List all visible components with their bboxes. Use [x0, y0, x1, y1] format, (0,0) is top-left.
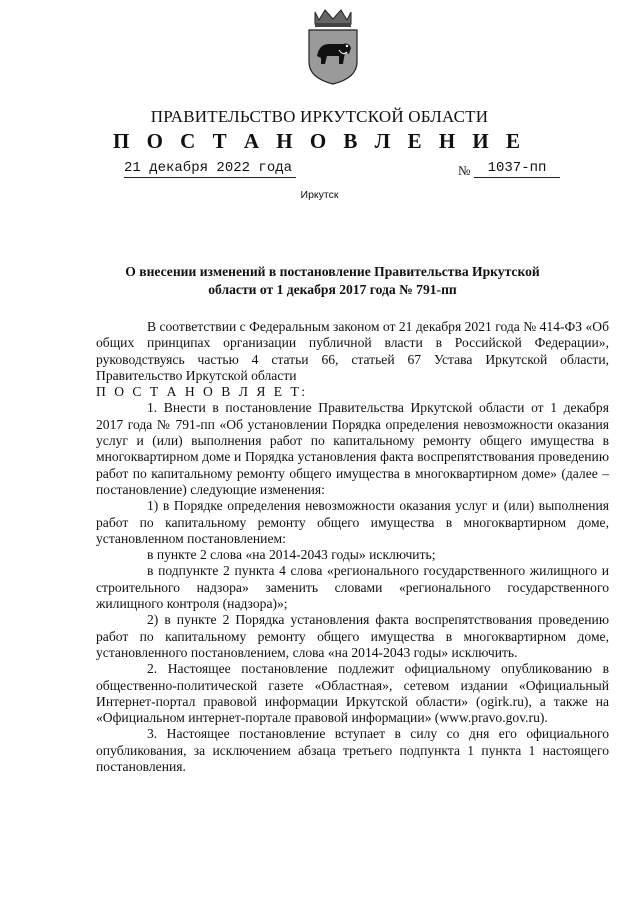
item-1-1-b: в подпункте 2 пункта 4 слова «регионального государственного жилищного и строительного надзора» заменить словами «регионального государственного жилищного контроля (надзора)»; — [96, 563, 609, 612]
city: Иркутск — [300, 189, 339, 201]
item-1-1: 1) в Порядке определения невозможности оказания услуг и (или) выполнения работ по капитальному ремонту общего имущества в многоквартирном доме, установленном постановлением: — [96, 498, 609, 546]
intro-paragraph: В соответствии с Федеральным законом от 21 декабря 2021 года № 414-ФЗ «Об общих принципах организации публичной власти в Российской Федерации», руководствуясь частью 4 статьи 66, статьей 67 Устава Иркутской области, Правительство Иркутской области — [96, 319, 609, 383]
postanovlyaet-heading: П О С Т А Н О В Л Я Е Т: — [96, 384, 308, 400]
authority-name: ПРАВИТЕЛЬСТВО ИРКУТСКОЙ ОБЛАСТИ — [150, 107, 489, 126]
document-body — [96, 319, 609, 775]
document-number: 1037-пп — [474, 160, 560, 178]
item-1-1-a: в пункте 2 слова «на 2014-2043 годы» исключить; — [147, 547, 436, 563]
coat-of-arms-icon — [303, 6, 363, 86]
item-2: 2. Настоящее постановление подлежит официальному опубликованию в общественно-политической газете «Областная», сетевом издании «Официальный Интернет-портал правовой информации Иркутской области» (ogirk.ru), а также на «Официальном интернет-портале правовой информации» (www.pravo.gov.ru). — [96, 661, 609, 726]
number-sign: № — [458, 163, 471, 178]
item-1-2: 2) в пункте 2 Порядка установления факта воспрепятствования проведению работ по капитальному ремонту общего имущества в многоквартирном доме, установленного постановлением, слова «на 2014-2043 годы» исключить. — [96, 612, 609, 660]
item-1: 1. Внести в постановление Правительства Иркутской области от 1 декабря 2017 года № 791-пп «Об установлении Порядка определения невозможности оказания услуг и (или) выполнения работ по капитальному ремонту общего имущества в многоквартирном доме и Порядка установления факта воспрепятствования проведению работ по капитальному ремонту общего имущества в многоквартирном доме» (далее – постановление) следующие изменения: — [96, 400, 609, 497]
document-title: О внесении изменений в постановление Правительства Иркутской области от 1 декабря 2017 года № 791-пп — [125, 264, 540, 297]
document-date: 21 декабря 2022 года — [124, 160, 296, 178]
document-type: П О С Т А Н О В Л Е Н И Е — [112, 129, 526, 153]
item-3: 3. Настоящее постановление вступает в силу со дня его официального опубликования, за исключением абзаца третьего подпункта 1 пункта 1 настоящего постановления. — [96, 726, 609, 775]
